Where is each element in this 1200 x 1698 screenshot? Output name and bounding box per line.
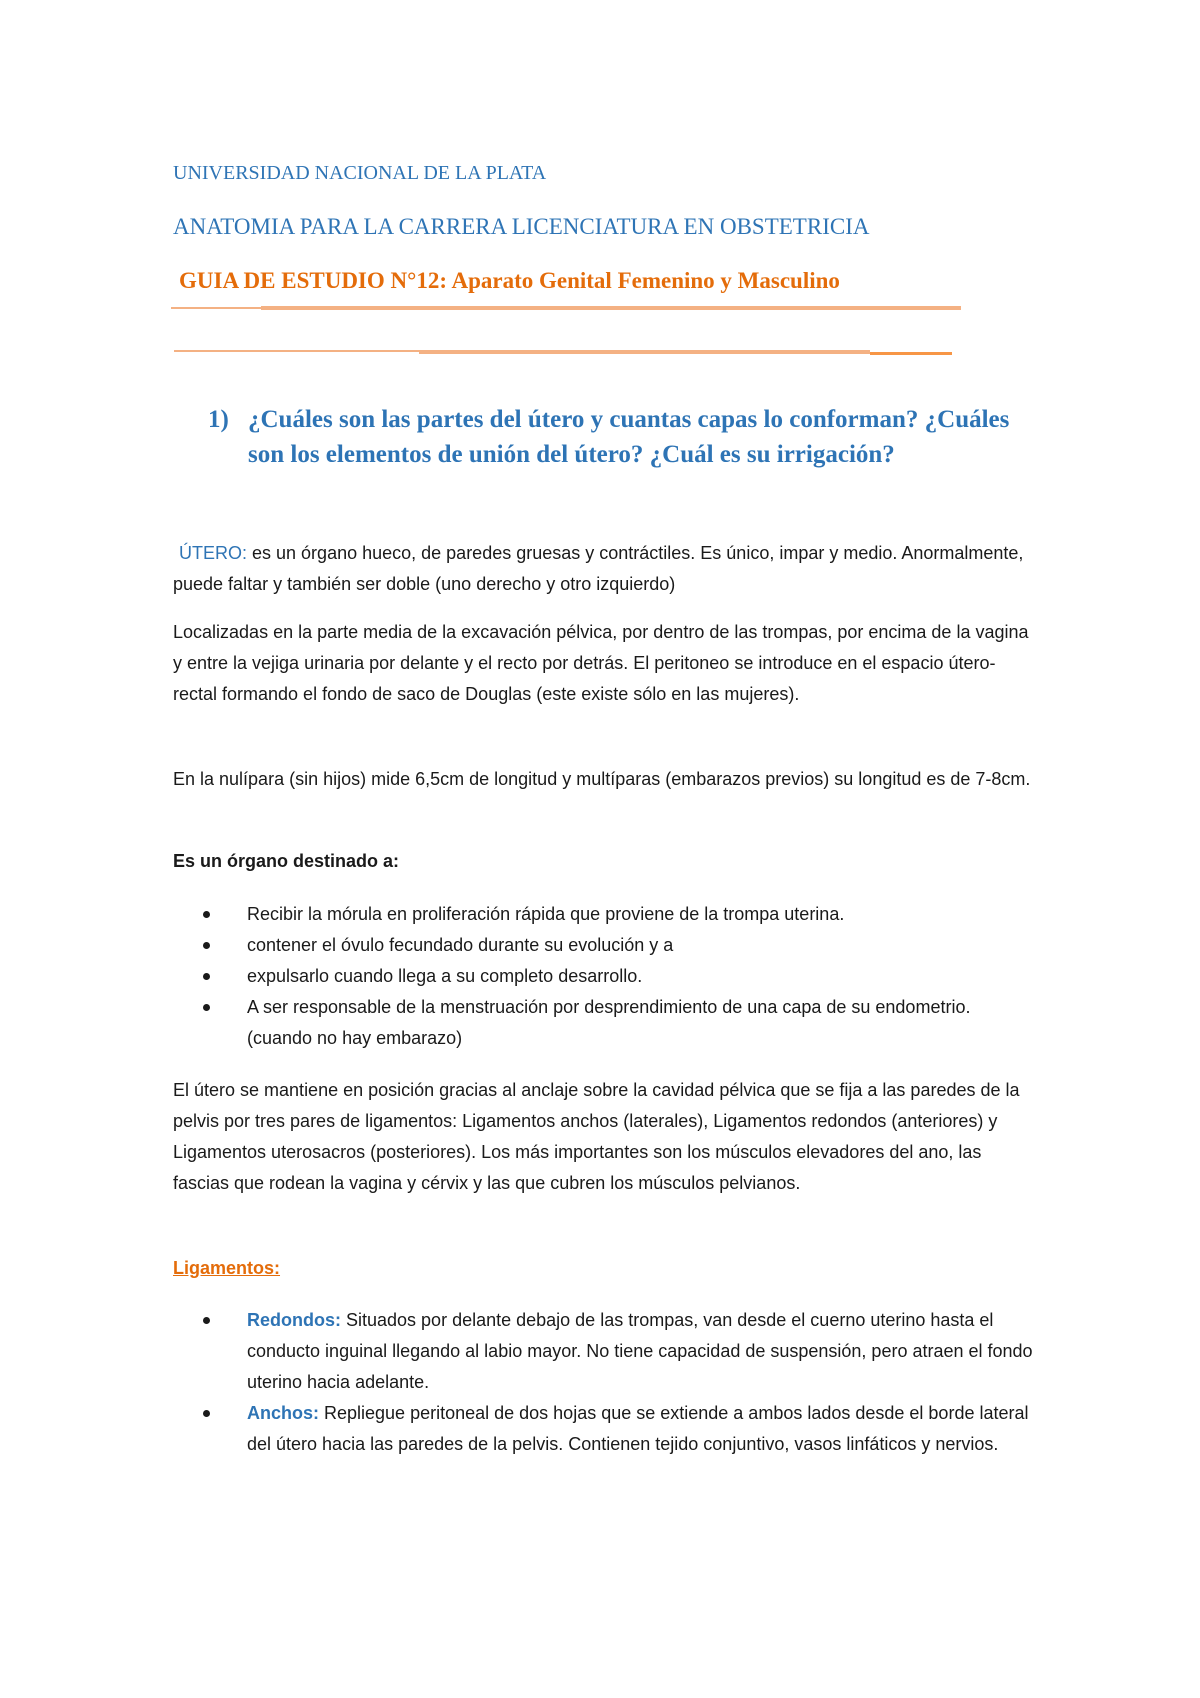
utero-label: ÚTERO: [179,543,248,563]
divider-line [174,350,419,352]
ligaments-list [173,1305,1033,1460]
ligament-text: Repliegue peritoneal de dos hojas que se extiende a ambos lados desde el borde lateral del útero hacia las paredes de la pelvis. Contienen tejido conjuntivo, vasos linfáticos y nervios. [247,1403,1029,1454]
ligaments-heading-text: Ligamentos: [173,1258,281,1278]
question-heading [208,402,1028,472]
destined-heading: Es un órgano destinado a: [173,851,400,871]
functions-list [173,899,1033,1054]
divider-line [870,352,952,355]
utero-paragraph [173,538,1033,600]
bullet-icon [203,942,210,949]
ligament-text: Situados por delante debajo de las trompas, van desde el cuerno uterino hasta el conducto inguinal llegando al labio mayor. No tiene capacidad de suspensión, pero atraen el fondo uterino hacia adelante. [247,1310,1033,1392]
course-title: ANATOMIA PARA LA CARRERA LICENCIATURA EN OBSTETRICIA [173,214,870,239]
bullet-icon [203,911,210,918]
question-number: 1) [208,406,229,433]
list-item [173,1305,1033,1398]
divider-line [419,350,870,354]
guide-title: GUIA DE ESTUDIO N°12: Aparato Genital Femenino y Masculino [179,268,840,293]
bullet-icon [203,973,210,980]
utero-text: es un órgano hueco, de paredes gruesas y contráctiles. Es único, impar y medio. Anormalmente, puede faltar y también ser doble (uno derecho y otro izquierdo) [173,543,1024,594]
question-text: ¿Cuáles son las partes del útero y cuantas capas lo conforman? ¿Cuáles son los elementos de unión del útero? ¿Cuál es su irrigación? [248,406,1010,468]
list-item: A ser responsable de la menstruación por desprendimiento de una capa de su endometrio. (cuando no hay embarazo) [173,992,1033,1054]
university-title: UNIVERSIDAD NACIONAL DE LA PLATA [173,162,547,184]
divider-line [171,307,261,309]
ligament-name: Anchos: [247,1403,319,1423]
divider-line [261,306,961,310]
localization-paragraph: Localizadas en la parte media de la excavación pélvica, por dentro de las trompas, por encima de la vagina y entre la vejiga urinaria por delante y el recto por detrás. El peritoneo se introduce en el espacio útero-rectal formando el fondo de saco de Douglas (este existe sólo en las mujeres). [173,622,1029,704]
list-item: Recibir la mórula en proliferación rápida que proviene de la trompa uterina. [173,899,1033,930]
ligaments-heading [173,1253,1033,1284]
ligament-name: Redondos: [247,1310,341,1330]
position-paragraph: El útero se mantiene en posición gracias al anclaje sobre la cavidad pélvica que se fija a las paredes de la pelvis por tres pares de ligamentos: Ligamentos anchos (laterales), Ligamentos redondos (anteriores) y Ligamentos uterosacros (posteriores). Los más importantes son los músculos elevadores del ano, las fascias que rodean la vagina y cérvix y las que cubren los músculos pelvianos. [173,1080,1020,1193]
list-item: contener el óvulo fecundado durante su evolución y a [173,930,1033,961]
bullet-icon [203,1410,210,1417]
bullet-icon [203,1004,210,1011]
size-paragraph: En la nulípara (sin hijos) mide 6,5cm de longitud y multíparas (embarazos previos) su longitud es de 7-8cm. [173,769,1031,789]
list-item [173,1398,1033,1460]
bullet-icon [203,1317,210,1324]
list-item: expulsarlo cuando llega a su completo desarrollo. [173,961,1033,992]
